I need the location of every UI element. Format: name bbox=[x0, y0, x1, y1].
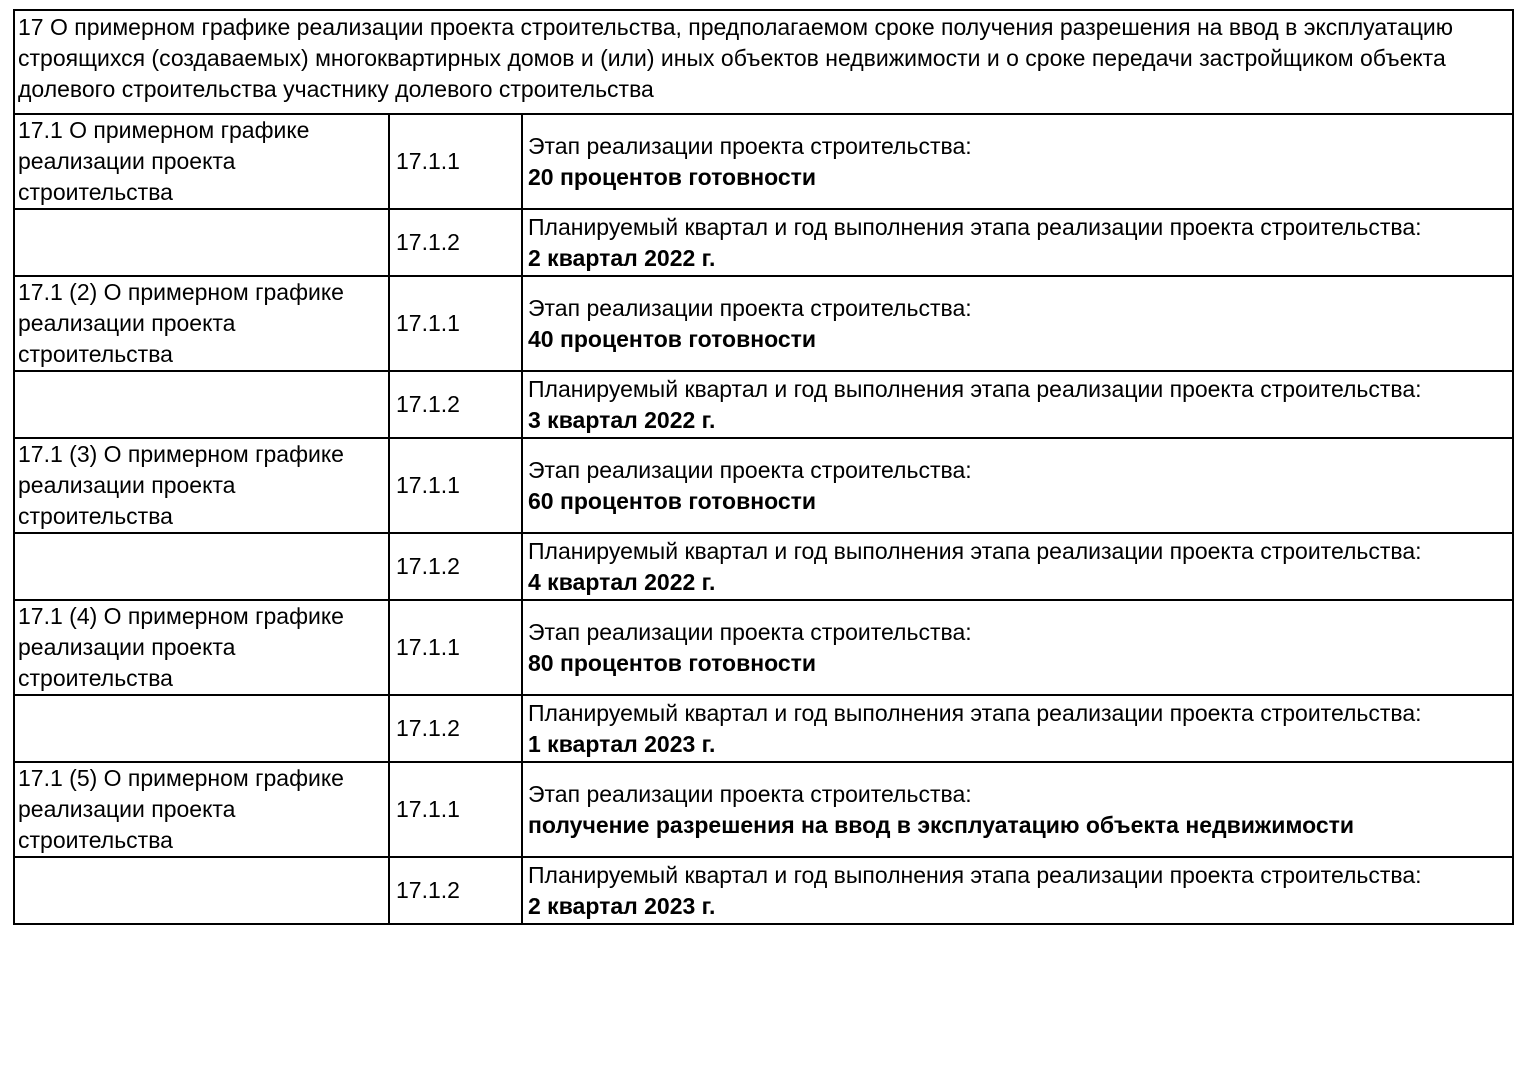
table-row bbox=[14, 114, 1513, 209]
row-content bbox=[522, 371, 1513, 438]
row-content bbox=[522, 762, 1513, 857]
table-row bbox=[14, 533, 1513, 600]
table-row bbox=[14, 209, 1513, 276]
row-label: 17.1 О примерном графике реализации проекта строительства bbox=[14, 114, 389, 209]
row-code: 17.1.1 bbox=[389, 114, 522, 209]
field-label: Этап реализации проекта строительства: bbox=[528, 780, 972, 807]
row-label: 17.1 (2) О примерном графике реализации проекта строительства bbox=[14, 276, 389, 371]
row-content bbox=[522, 533, 1513, 600]
table-row bbox=[14, 600, 1513, 695]
field-value: 2 квартал 2022 г. bbox=[528, 244, 716, 271]
section-header-row bbox=[14, 10, 1513, 114]
table-row bbox=[14, 857, 1513, 924]
row-code: 17.1.1 bbox=[389, 762, 522, 857]
row-code: 17.1.2 bbox=[389, 533, 522, 600]
row-content bbox=[522, 276, 1513, 371]
row-label bbox=[14, 857, 389, 924]
row-content bbox=[522, 695, 1513, 762]
row-content bbox=[522, 209, 1513, 276]
row-label bbox=[14, 695, 389, 762]
field-label: Этап реализации проекта строительства: bbox=[528, 456, 972, 483]
row-code: 17.1.2 bbox=[389, 695, 522, 762]
row-content bbox=[522, 857, 1513, 924]
row-label bbox=[14, 371, 389, 438]
row-code: 17.1.1 bbox=[389, 276, 522, 371]
row-code: 17.1.2 bbox=[389, 371, 522, 438]
field-value: 3 квартал 2022 г. bbox=[528, 406, 716, 433]
field-value: 80 процентов готовности bbox=[528, 649, 817, 676]
row-label bbox=[14, 209, 389, 276]
table-row bbox=[14, 762, 1513, 857]
row-code: 17.1.2 bbox=[389, 209, 522, 276]
table-row bbox=[14, 276, 1513, 371]
field-label: Планируемый квартал и год выполнения этапа реализации проекта строительства: bbox=[528, 375, 1422, 402]
field-value: 60 процентов готовности bbox=[528, 487, 817, 514]
row-label: 17.1 (4) О примерном графике реализации проекта строительства bbox=[14, 600, 389, 695]
table-row bbox=[14, 438, 1513, 533]
table-row bbox=[14, 695, 1513, 762]
field-label: Этап реализации проекта строительства: bbox=[528, 294, 972, 321]
row-content bbox=[522, 114, 1513, 209]
field-label: Этап реализации проекта строительства: bbox=[528, 618, 972, 645]
row-code: 17.1.1 bbox=[389, 600, 522, 695]
field-value: 2 квартал 2023 г. bbox=[528, 892, 716, 919]
field-label: Этап реализации проекта строительства: bbox=[528, 132, 972, 159]
row-label: 17.1 (5) О примерном графике реализации проекта строительства bbox=[14, 762, 389, 857]
field-label: Планируемый квартал и год выполнения этапа реализации проекта строительства: bbox=[528, 213, 1422, 240]
field-value: 1 квартал 2023 г. bbox=[528, 730, 716, 757]
row-code: 17.1.1 bbox=[389, 438, 522, 533]
field-value: 4 квартал 2022 г. bbox=[528, 568, 716, 595]
field-label: Планируемый квартал и год выполнения этапа реализации проекта строительства: bbox=[528, 699, 1422, 726]
field-label: Планируемый квартал и год выполнения этапа реализации проекта строительства: bbox=[528, 537, 1422, 564]
field-value: 40 процентов готовности bbox=[528, 325, 817, 352]
row-label bbox=[14, 533, 389, 600]
row-code: 17.1.2 bbox=[389, 857, 522, 924]
field-value: получение разрешения на ввод в эксплуатацию объекта недвижимости bbox=[528, 811, 1355, 838]
row-label: 17.1 (3) О примерном графике реализации проекта строительства bbox=[14, 438, 389, 533]
field-value: 20 процентов готовности bbox=[528, 163, 817, 190]
field-label: Планируемый квартал и год выполнения этапа реализации проекта строительства: bbox=[528, 861, 1422, 888]
table-row bbox=[14, 371, 1513, 438]
project-schedule-table bbox=[13, 9, 1514, 925]
row-content bbox=[522, 600, 1513, 695]
section-header: 17 О примерном графике реализации проекта строительства, предполагаемом сроке получения разрешения на ввод в эксплуатацию строящихся (создаваемых) многоквартирных домов и (или) иных объектов недвижимости и о сроке передачи застройщиком объекта долевого строительства участнику долевого строительства bbox=[14, 10, 1513, 114]
row-content bbox=[522, 438, 1513, 533]
